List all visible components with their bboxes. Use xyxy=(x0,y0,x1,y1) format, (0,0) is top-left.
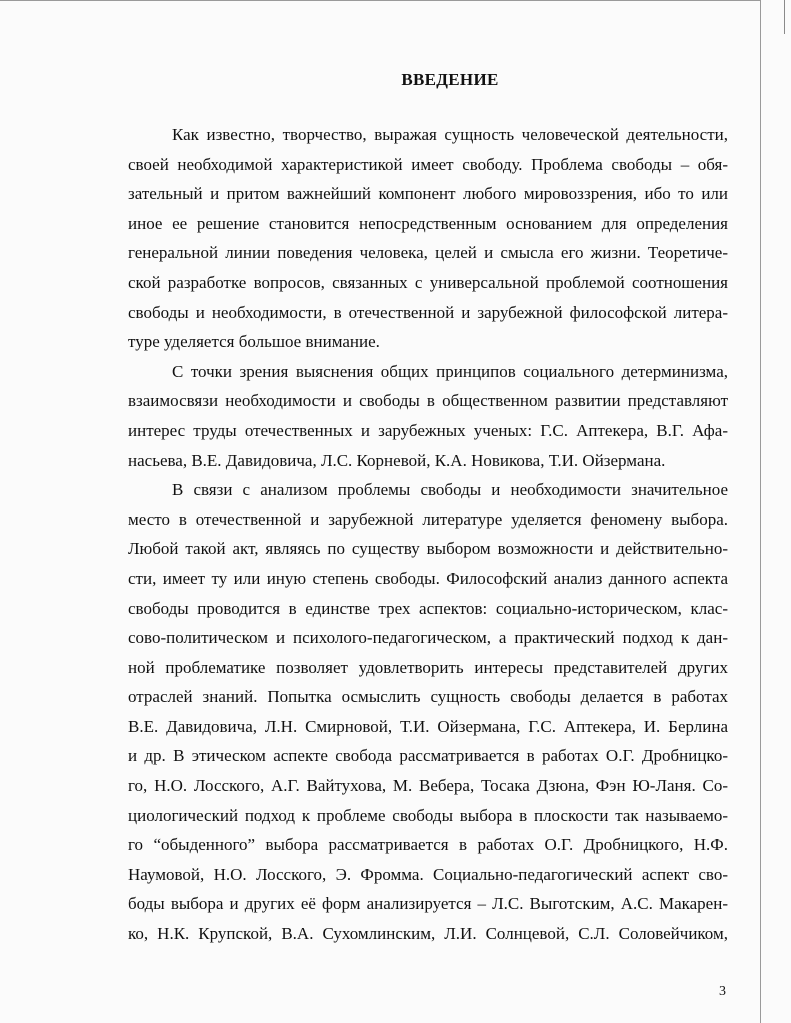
text-line: В.Е. Давидовича, Л.Н. Смирновой, Т.И. Ойзермана, Г.С. Аптекера, И. Берлина xyxy=(128,716,728,736)
text-line: свободы проводится в единстве трех аспектов: социально-историческом, клас- xyxy=(128,598,728,618)
text-line: насьева, В.Е. Давидовича, Л.С. Корневой, К.А. Новикова, Т.И. Ойзермана. xyxy=(128,450,666,470)
paragraph-1 xyxy=(128,120,728,357)
page-number: 3 xyxy=(719,984,726,999)
text-line: Наумовой, Н.О. Лосского, Э. Фромма. Социально-педагогический аспект сво- xyxy=(128,864,728,884)
page-title: ВВЕДЕНИЕ xyxy=(401,70,499,89)
scan-edge-mark xyxy=(784,0,785,34)
text-line: свободы и необходимости, в отечественной и зарубежной философской литера- xyxy=(128,302,728,322)
text-line: Как известно, творчество, выражая сущность человеческой деятельности, xyxy=(172,125,728,144)
text-line: отраслей знаний. Попытка осмыслить сущность свободы делается в работах xyxy=(128,687,728,707)
text-line: С точки зрения выяснения общих принципов социального детерминизма, xyxy=(172,361,728,381)
text-line: своей необходимой характеристикой имеет свободу. Проблема свободы – обя- xyxy=(128,154,728,174)
text-line: сово-политическом и психолого-педагогическом, а практический подход к дан- xyxy=(128,628,728,648)
text-line: сти, имеет ту или иную степень свободы. Философский анализ данного аспекта xyxy=(128,568,728,588)
text-line: ко, Н.К. Крупской, В.А. Сухомлинским, Л.И. Солнцевой, С.Л. Соловейчиком, xyxy=(128,924,728,944)
text-line: туре уделяется большое внимание. xyxy=(128,332,380,352)
text-line: ной проблематике позволяет удовлетворить интересы представителей других xyxy=(128,657,728,677)
text-line: го, Н.О. Лосского, А.Г. Вайтухова, М. Вебера, Тосака Дзюна, Фэн Ю-Ланя. Со- xyxy=(128,776,728,796)
text-line: интерес труды отечественных и зарубежных ученых: Г.С. Аптекера, В.Г. Афа- xyxy=(128,420,728,440)
text-line: и др. В этическом аспекте свобода рассматривается в работах О.Г. Дробницко- xyxy=(128,746,728,766)
text-line: ской разработке вопросов, связанных с универсальной проблемой соотношения xyxy=(128,272,728,292)
text-line: место в отечественной и зарубежной литературе уделяется феномену выбора. xyxy=(128,509,728,529)
text-line: зательный и притом важнейший компонент любого мировоззрения, ибо то или xyxy=(128,184,728,204)
text-line: генеральной линии поведения человека, целей и смысла его жизни. Теоретиче- xyxy=(128,243,728,263)
paragraph-2 xyxy=(128,357,728,475)
text-line: го “обыденного” выбора рассматривается в работах О.Г. Дробницкого, Н.Ф. xyxy=(128,835,728,855)
text-line: боды выбора и других её форм анализируется – Л.С. Выготским, А.С. Макарен- xyxy=(128,894,728,914)
scan-border-right xyxy=(760,0,761,1023)
paragraph-3 xyxy=(128,475,728,949)
text-line: В связи с анализом проблемы свободы и необходимости значительное xyxy=(172,480,728,500)
text-line: иное ее решение становится непосредственным основанием для определения xyxy=(128,213,728,233)
text-line: циологический подход к проблеме свободы выбора в плоскости так называемо- xyxy=(128,805,728,825)
scan-border-top xyxy=(0,0,760,1)
text-line: взаимосвязи необходимости и свободы в общественном развитии представляют xyxy=(128,391,728,411)
text-line: Любой такой акт, являясь по существу выбором возможности и действительно- xyxy=(128,539,728,559)
document-body xyxy=(128,120,728,949)
